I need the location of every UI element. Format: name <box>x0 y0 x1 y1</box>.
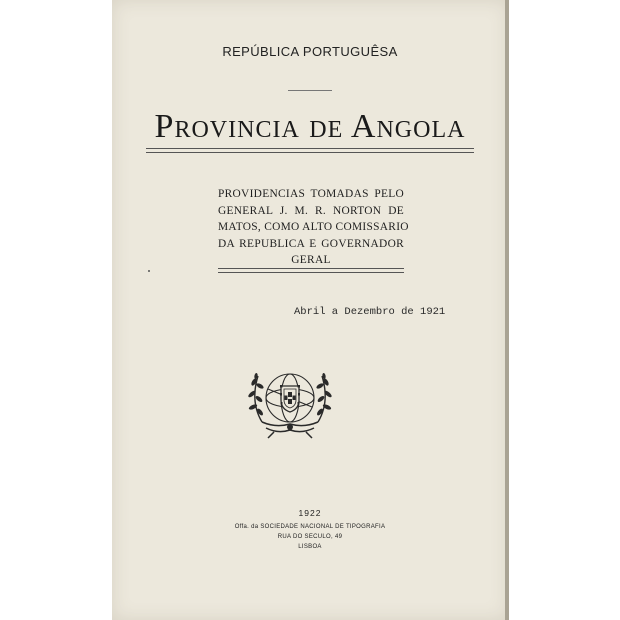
subtitle-line-2: GENERAL J. M. R. NORTON DE <box>218 204 404 217</box>
printer-line-1: Offa. da SOCIEDADE NACIONAL DE TIPOGRAFIA <box>234 524 386 530</box>
printer-line-2: RUA DO SECULO, 49 <box>277 534 343 540</box>
short-divider <box>288 90 332 91</box>
title-page <box>112 0 508 620</box>
portuguese-coat-of-arms-icon <box>244 362 336 440</box>
subtitle-line-1: PROVIDENCIAS TOMADAS PELO <box>218 188 404 200</box>
republic-header: REPÚBLICA PORTUGUÊSA <box>222 44 398 59</box>
publication-year: 1922 <box>298 508 322 518</box>
printer-line-3: LISBOA <box>298 544 322 550</box>
main-title: Provincia de Angola <box>154 108 466 145</box>
printer-imprint <box>112 522 508 552</box>
subtitle-double-rule <box>218 268 404 273</box>
subtitle-line-3: MATOS, COMO ALTO COMISSARIO <box>218 221 409 234</box>
subtitle-line-4: DA REPUBLICA E GOVERNADOR <box>218 237 404 250</box>
subtitle-line-5: GERAL <box>291 254 331 267</box>
page-edge <box>505 0 509 620</box>
paper-speck <box>148 270 150 272</box>
title-double-rule <box>146 148 474 153</box>
subtitle-block <box>218 186 409 269</box>
typed-date-note: Abril a Dezembro de 1921 <box>294 306 446 318</box>
